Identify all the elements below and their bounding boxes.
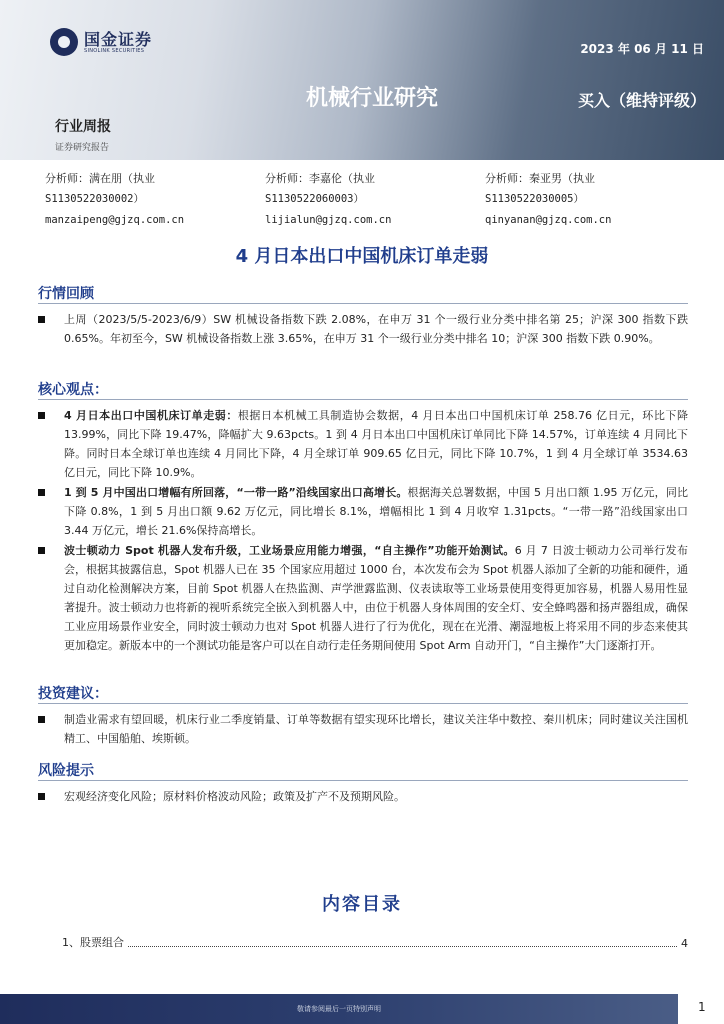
analyst-cert: S1130522060003） [265,193,365,205]
toc-entry-page[interactable]: 4 [681,937,688,950]
bullet-bold-lead: 波士顿动力 Spot 机器人发布升级，工业场景应用能力增强，“自主操作”功能开始测试。 [64,544,515,557]
bullet-item [38,787,688,806]
section-heading: 行情回顾 [38,286,94,302]
bullet-text: 6 月 7 日波士顿动力公司举行发布会，根据其披露信息，Spot 机器人已在 35 个国家应用超过 1000 台，本次发布会为 Spot 机器人添加了全新的功能和硬件，通过自动化检测解决方案，目前 Spot 机器人在热监测、声学泄露监测、仪表读取等工业场景使用变得更加容易，机器人易用性显著提升。波士顿动力也将新的视听系统完全嵌入到机器人中，由位于机器人身体周围的安全灯、安全蜂鸣器和扬声器组成，确保工业应用场景作业安全，同时波士顿动力也对 Spot 机器人进行了行为优化，现在在光滑、潮湿地板上将采用不同的步态来使其更加稳定。新版本中的一个测试功能是客户可以在自动行走任务期间使用 Spot Arm 自动开门，“自主操作”大门逐渐打开。 [64,544,688,652]
toc-leader-dots [128,946,677,947]
rating-label: 买入（维持评级） [577,91,706,110]
analyst-2 [265,168,391,231]
bullet-text: 宏观经济变化风险；原材料价格波动风险；政策及扩产不及预期风险。 [64,790,405,803]
section-divider [38,303,688,304]
report-subtype: 证券研究报告 [55,143,110,153]
section-core-views [38,379,688,656]
analyst-cert: S1130522030005） [485,193,585,205]
analyst-email[interactable]: qinyanan@gjzq.com.cn [485,214,612,226]
section-risk [38,760,688,807]
bullet-text: 上周（2023/5/5-2023/6/9）SW 机械设备指数下跌 2.08%，在申万 31 个一级行业分类中排名第 25；沪深 300 指数下跌 0.65%。年初至今，SW 机械设备指数上涨 3.65%，在申万 31 个一级行业分类中排名 10；沪深 300 指数下跌 0.90%。 [64,313,688,345]
bullet-square-icon [38,547,45,554]
section-investment [38,683,688,749]
analyst-3 [485,168,611,231]
bullet-item [38,710,688,748]
analyst-name: 分析师：秦亚男（执业 [485,172,595,185]
bullet-text: 根据日本机械工具制造协会数据，4 月日本出口中国机床订单 258.76 亿日元，环比下降 13.99%，同比下降 19.47%，降幅扩大 9.63pcts。1 到 4 月日本出口中国机床订单同比下降 14.57%，订单连续 4 月同比下降。同时日本全球订单也连续 4 月同比下降，4 月全球订单 909.65 亿日元，同比下降 10.7%，1 到 4 月全球订单 3534.63 亿日元，同比下降 10.9%。 [64,409,688,479]
bullet-square-icon [38,793,45,800]
bullet-item [38,310,688,348]
bullet-square-icon [38,316,45,323]
bullet-bold-lead: 1 到 5 月中国出口增幅有所回落，“一带一路”沿线国家出口高增长。 [64,486,408,499]
bullet-item [38,483,688,540]
bullet-item [38,406,688,482]
main-title: 4 月日本出口中国机床订单走弱 [235,246,489,267]
bullet-text: 根据海关总署数据，中国 5 月出口额 1.95 万亿元，同比下降 0.8%，1 到 5 月出口额 9.62 万亿元，同比增长 8.1%，增幅相比 1 到 4 月收窄 1.31pcts。“一带一路”沿线国家出口 3.44 万亿元，增长 21.6%保持高增长。 [64,486,688,537]
brand-logo [50,28,152,56]
section-heading: 风险提示 [38,763,94,779]
logo-name-en: SINOLINK SECURITIES [84,47,145,54]
report-title: 机械行业研究 [306,86,439,111]
analyst-email[interactable]: lijialun@gjzq.com.cn [265,214,392,226]
section-heading: 投资建议： [38,686,108,702]
bullet-square-icon [38,716,45,723]
section-divider [38,703,688,704]
bullet-square-icon [38,489,45,496]
toc-entry[interactable] [62,934,688,950]
logo-icon [50,28,78,56]
section-heading: 核心观点： [38,382,108,398]
bullet-text: 制造业需求有望回暖，机床行业二季度销量、订单等数据有望实现环比增长，建议关注华中数控、秦川机床；同时建议关注国机精工、中国船舶、埃斯顿。 [64,713,688,745]
page-number: 1 [698,1000,706,1014]
section-market-review [38,283,688,349]
report-date: 2023 年 06 月 11 日 [580,42,704,56]
logo-name-cn: 国金证券 [84,29,153,49]
footer-disclaimer-note: 敬请参阅最后一页特别声明 [297,1005,381,1013]
analyst-1 [45,168,184,231]
header-banner [0,0,724,160]
analyst-name: 分析师：满在朋（执业 [45,172,155,185]
analyst-name: 分析师：李嘉伦（执业 [265,172,375,185]
bullet-square-icon [38,412,45,419]
section-divider [38,399,688,400]
analyst-cert: S1130522030002） [45,193,145,205]
toc-heading: 内容目录 [322,894,402,915]
bullet-item [38,541,688,655]
bullet-bold-lead: 4 月日本出口中国机床订单走弱： [64,409,238,422]
section-divider [38,780,688,781]
report-type: 行业周报 [55,119,111,135]
analyst-email[interactable]: manzaipeng@gjzq.com.cn [45,214,185,226]
toc-entry-label[interactable]: 1、股票组合 [62,936,124,949]
